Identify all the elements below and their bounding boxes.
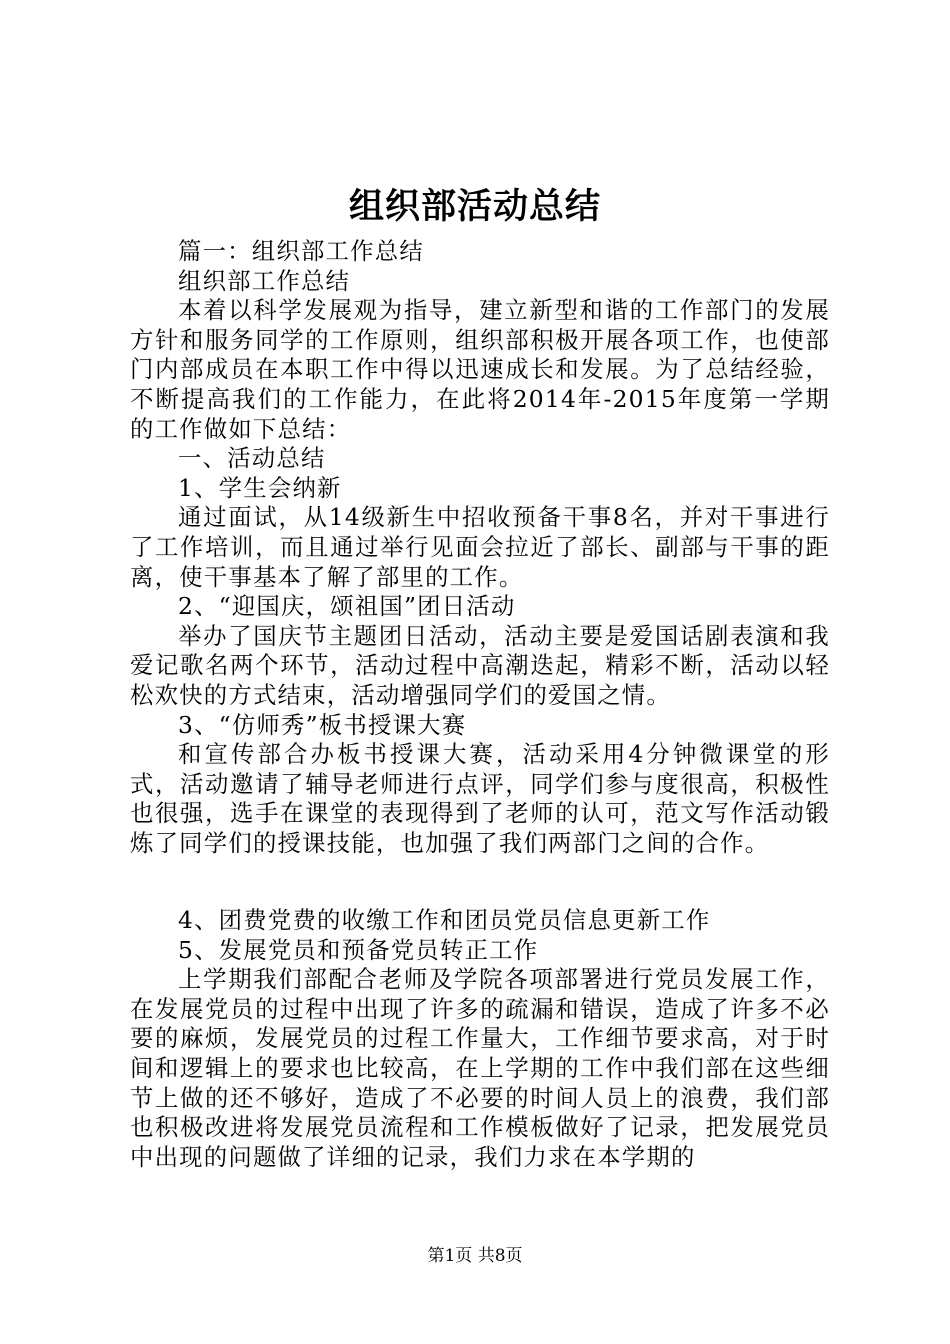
body-paragraph: 通过面试，从14级新生中招收预备干事8名，并对干事进行了工作培训，而且通过举行见面会拉近了部长、副部与干事的距离，使干事基本了解了部里的工作。 [130,503,830,591]
body-paragraph: 举办了国庆节主题团日活动，活动主要是爱国话剧表演和我爱记歌名两个环节，活动过程中高潮迭起，精彩不断，活动以轻松欢快的方式结束，活动增强同学们的爱国之情。 [130,621,830,709]
page-number-footer: 第1页 共8页 [427,1246,523,1266]
subsection-heading: 组织部工作总结 [178,266,351,295]
item-heading: 2、“迎国庆，颂祖国”团日活动 [178,592,516,621]
document-body-part-2 [130,906,830,1172]
document-body-part-1 [130,237,830,858]
section-heading: 篇一：组织部工作总结 [178,237,424,265]
section-heading: 一、活动总结 [178,444,326,473]
document-title: 组织部活动总结 [348,186,601,227]
item-heading: 1、学生会纳新 [178,473,342,502]
body-paragraph: 和宣传部合办板书授课大赛，活动采用4分钟微课堂的形式，活动邀请了辅导老师进行点评，同学们参与度很高，积极性也很强，选手在课堂的表现得到了老师的认可，范文写作活动锻炼了同学们的授课技能，也加强了我们两部门之间的合作。 [130,740,830,857]
intro-paragraph: 本着以科学发展观为指导，建立新型和谐的工作部门的发展方针和服务同学的工作原则，组织部积极开展各项工作，也使部门内部成员在本职工作中得以迅速成长和发展。为了总结经验，不断提高我们的工作能力，在此将2014年-2015年度第一学期的工作做如下总结： [130,296,830,443]
item-heading: 3、“仿师秀”板书授课大赛 [178,710,467,739]
item-heading: 5、发展党员和预备党员转正工作 [178,935,539,964]
body-paragraph: 上学期我们部配合老师及学院各项部署进行党员发展工作，在发展党员的过程中出现了许多的疏漏和错误，造成了许多不必要的麻烦，发展党员的过程工作量大，工作细节要求高，对于时间和逻辑上的要求也比较高，在上学期的工作中我们部在这些细节上做的还不够好，造成了不必要的时间人员上的浪费，我们部也积极改进将发展党员流程和工作模板做好了记录，把发展党员中出现的问题做了详细的记录，我们力求在本学期的 [130,965,830,1171]
item-heading: 4、团费党费的收缴工作和团员党员信息更新工作 [178,906,711,934]
